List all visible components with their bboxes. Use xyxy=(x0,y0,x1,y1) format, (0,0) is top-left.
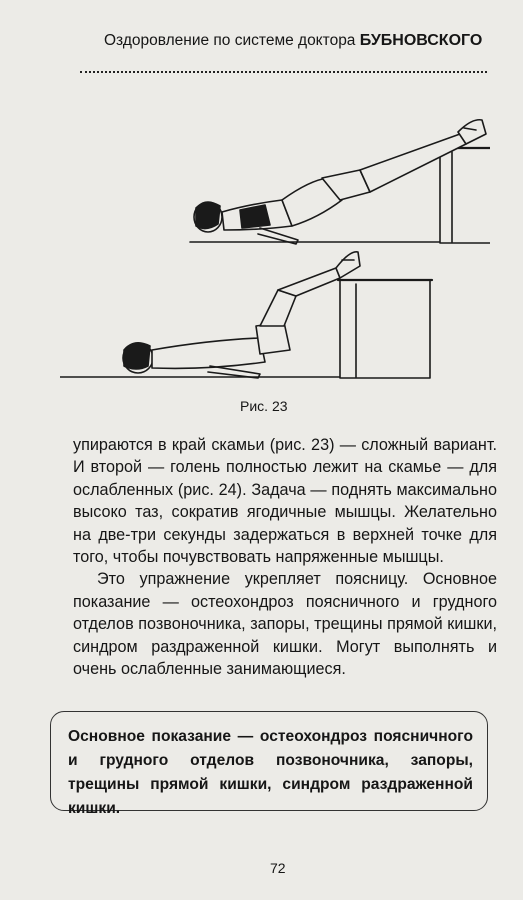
header-divider xyxy=(80,71,487,73)
figure-caption: Рис. 23 xyxy=(240,398,288,414)
paragraph: упираются в край скамьи (рис. 23) — сложный вариант. И второй — голень полностью лежит на скамье — для ослабленных (рис. 24). Задача — поднять максимально высоко таз, сократив ягодичные мышцы. Желательно на две-три секунды задержаться в верхней точке для того, чтобы почувствовать напряженные мышцы. xyxy=(73,436,497,567)
header-author: БУБНОВСКОГО xyxy=(359,32,483,49)
page-number: 72 xyxy=(270,860,286,876)
paragraph: Это упражнение укрепляет поясницу. Основное показание — остеохондроз поясничного и грудного отделов позвоночника, запоры, трещины прямой кишки, синдром раздраженной кишки. Могут выполнять и очень ослабленные занимающиеся. xyxy=(73,570,497,679)
body-text xyxy=(73,434,497,680)
running-header xyxy=(104,32,482,50)
figure-lower-pose xyxy=(60,252,432,378)
exercise-illustration xyxy=(60,100,490,385)
header-title: Оздоровление по системе доктора xyxy=(104,32,360,49)
figure-upper-pose xyxy=(190,120,490,244)
callout-box xyxy=(50,711,488,817)
callout-text: Основное показание — остеохондроз поясничного и грудного отделов позвоночника, запоры, трещины прямой кишки, синдром раздраженной кишки. xyxy=(68,728,473,817)
